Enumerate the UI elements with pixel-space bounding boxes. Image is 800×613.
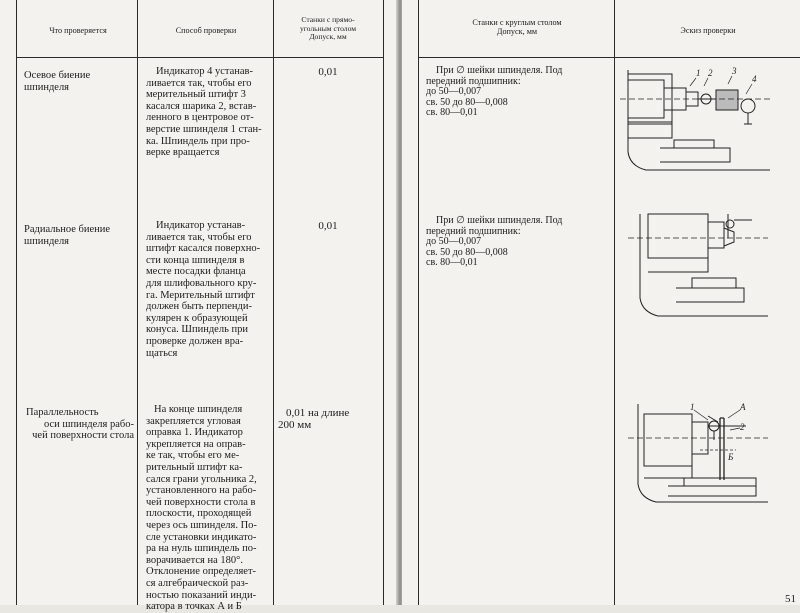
sketch3-label-1: 1: [690, 402, 695, 412]
header-rect-tolerance: Станки с прямо- угольным столом Допуск, мм: [299, 15, 357, 42]
row3-item: Параллельность оси шпинделя рабо- чей поверхности стола: [26, 407, 134, 442]
row1-rect-tolerance: 0,01: [318, 66, 338, 78]
header-rule: [418, 57, 800, 58]
left-page: [0, 0, 398, 613]
page-number: 51: [785, 593, 796, 605]
sketch1-label-2: 2: [708, 68, 713, 78]
header-method: Способ проверки: [175, 26, 237, 35]
header-what: Что проверяется: [49, 26, 107, 35]
sketch3-label-A: А: [740, 402, 746, 412]
axial-runout-sketch: [620, 66, 770, 176]
sketch1-label-4: 4: [752, 74, 757, 84]
row2-round-tolerance: При ∅ шейки шпинделя. Под передний подшипник: до 50—0,007 св. 50 до 80—0,008 св. 80—0,01: [426, 215, 563, 269]
sketch3-label-B: Б: [728, 452, 734, 462]
row3-rect-tolerance: 0,01 на длине 200 мм: [278, 407, 350, 431]
header-round-tolerance: Станки с круглым столом Допуск, мм: [472, 18, 562, 36]
parallelism-sketch: [628, 400, 768, 506]
column-rule: [273, 0, 274, 605]
radial-runout-sketch: [628, 208, 768, 320]
sketch3-label-2: 2: [740, 422, 745, 432]
column-rule: [383, 0, 384, 605]
row2-rect-tolerance: 0,01: [318, 220, 338, 232]
row1-round-tolerance: При ∅ шейки шпинделя. Под передний подшипник: до 50—0,007 св. 50 до 80—0,008 св. 80—0,01: [426, 65, 563, 119]
row2-item: Радиальное биение шпинделя: [24, 224, 111, 247]
column-rule: [614, 0, 615, 605]
right-page: [402, 0, 800, 605]
sketch1-label-1: 1: [696, 68, 701, 78]
row1-item: Осевое биение шпинделя: [24, 70, 91, 93]
row2-method: Индикатор устанав- ливается так, чтобы его штифт касался поверхно- сти конца шпинделя в месте посадки фланца для шлифовального кру- га. Мерительный штифт должен быть перпенди- кулярен к образующей конуса. Шпиндель при проверке должен вра- щаться: [146, 220, 261, 359]
column-rule: [137, 0, 138, 605]
header-sketch: Эскиз проверки: [680, 26, 736, 35]
row3-method: На конце шпинделя закрепляется угловая оправка 1. Индикатор укрепляется на оправ- ке так, чтобы его ме- рительный штифт ка- сался грани угольника 2, установленного на рабо- чей поверхности стола в плоскости, проходящей через ось шпинделя. По- сле установки индикато- ра на нуль шпиндель по- ворачивается на 180°. Отклонение определяет- ся алгебраической раз- ностью показаний инди- катора в точках А и Б: [146, 404, 257, 613]
header-rule: [16, 57, 384, 58]
column-rule: [16, 0, 17, 605]
sketch1-label-3: 3: [732, 66, 737, 76]
row1-method: Индикатор 4 устанав- ливается так, чтобы его мерительный штифт 3 касался шарика 2, встав- ленного в центровое от- верстие шпинделя 1 стан- ка. Шпиндель при про- верке вращается: [146, 66, 262, 159]
column-rule: [418, 0, 419, 605]
